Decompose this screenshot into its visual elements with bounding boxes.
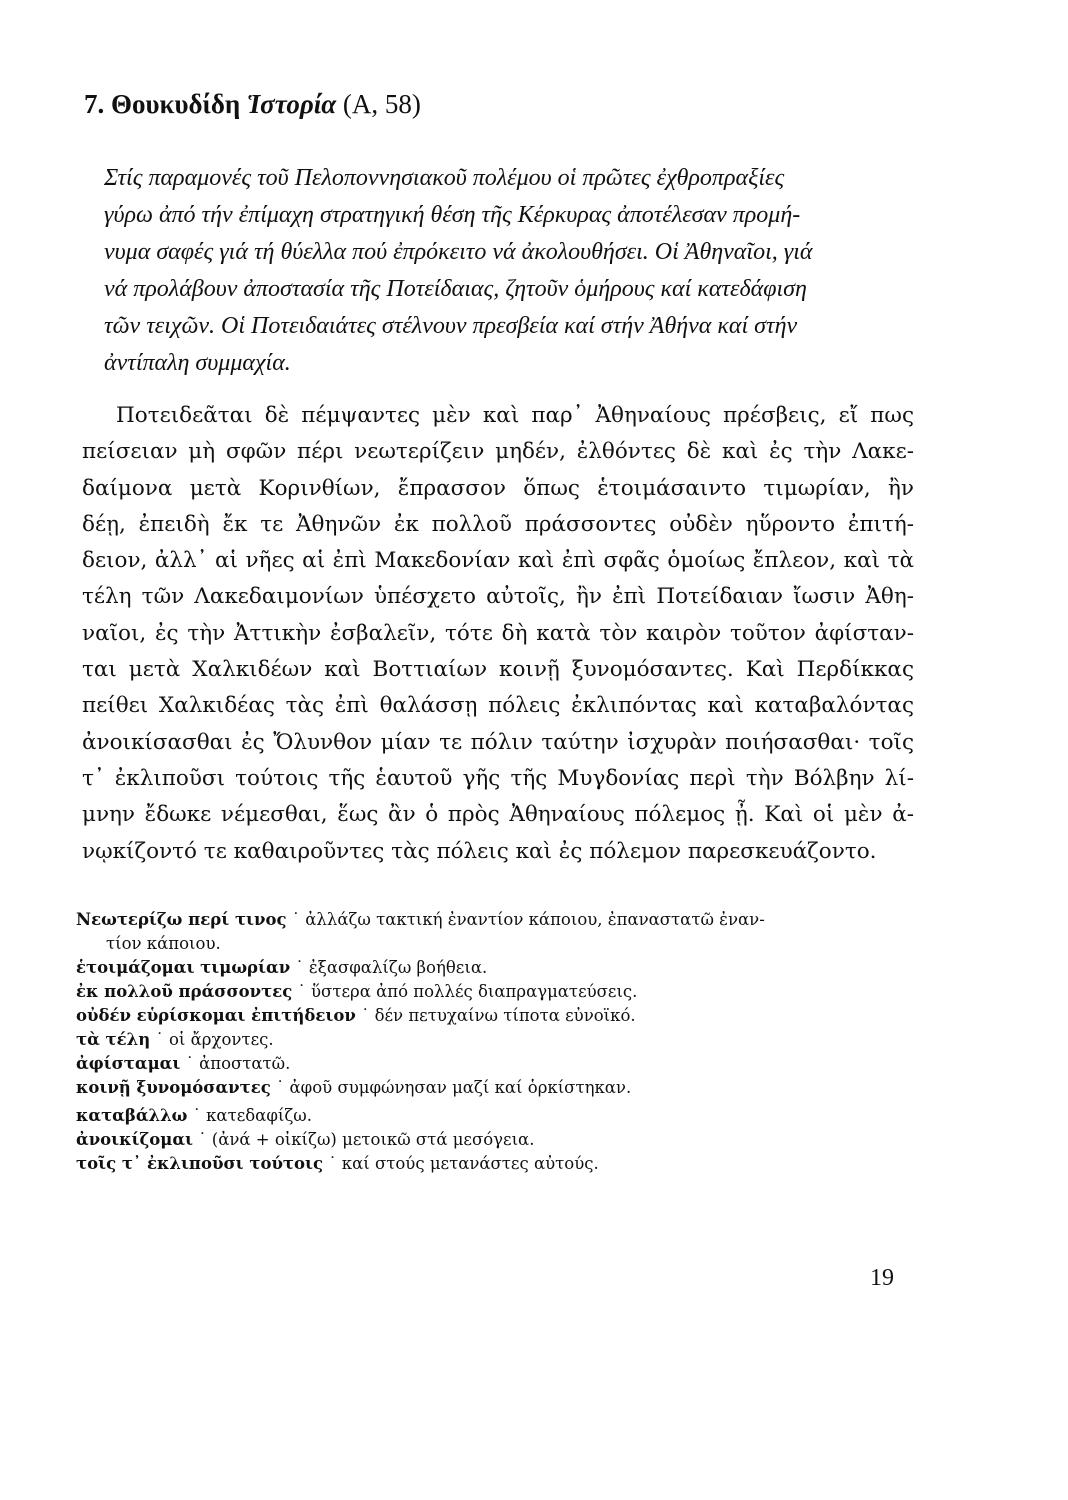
glossary-definition: ˙ ἐξασφαλίζω βοήθεια. (295, 958, 488, 977)
glossary-definition: ˙ ὕστερα ἀπό πολλές διαπραγματεύσεις. (297, 982, 638, 1001)
passage-line: δειον, ἀλλ᾽ αἱ νῆες αἱ ἐπὶ Μακεδονίαν καὶ ἐπὶ σφᾶς ὁμοίως ἔπλεον, καὶ τὰ (82, 548, 914, 574)
glossary-definition: ˙ ἀφοῦ συμφώνησαν μαζί καί ὁρκίστηκαν. (276, 1078, 632, 1097)
intro-line: νά προλάβουν ἀποστασία τῆς Ποτείδαιας, ζητοῦν ὁμήρους καί κατεδάφιση (104, 276, 807, 302)
ancient-greek-passage (82, 398, 914, 870)
glossary-entry (76, 1104, 926, 1128)
glossary-definition: ˙ καί στούς μετανάστες αὐτούς. (328, 1154, 599, 1173)
glossary-entry (76, 1004, 926, 1028)
glossary-definition: ˙ (ἀνά + οἰκίζω) μετοικῶ στά μεσόγεια. (198, 1130, 535, 1149)
glossary-entry (76, 1028, 926, 1052)
glossary-term: κοινῇ ξυνομόσαντες (76, 1078, 271, 1097)
passage-line: ται μετὰ Χαλκιδέων καὶ Βοττιαίων κοινῇ ξυνομόσαντες. Καὶ Περδίκκας (82, 657, 914, 683)
glossary-definition: ˙ κατεδαφίζω. (192, 1106, 312, 1125)
passage-line: πείσειαν μὴ σφῶν πέρι νεωτερίζειν μηδέν, ἐλθόντες δὲ καὶ ἐς τὴν Λακε- (82, 439, 914, 465)
intro-line: γύρω ἀπό τήν ἐπίμαχη στρατηγική θέση τῆς Κέρκυρας ἀποτέλεσαν προμή- (104, 202, 801, 228)
glossary-term: ἐκ πολλοῦ πράσσοντες (76, 982, 293, 1001)
glossary-entry (76, 1076, 926, 1100)
glossary-entry (76, 1128, 926, 1152)
passage-line: δέῃ, ἐπειδὴ ἔκ τε Ἀθηνῶν ἐκ πολλοῦ πράσσοντες οὐδὲν ηὕροντο ἐπιτή- (82, 511, 914, 537)
glossary-entry (76, 1152, 926, 1176)
glossary-entry (76, 980, 926, 1004)
intro-line: τῶν τειχῶν. Οἱ Ποτειδαιάτες στέλνουν πρεσβεία καί στήν Ἀθήνα καί στήν (104, 313, 798, 339)
passage-line: μνην ἔδωκε νέμεσθαι, ἕως ἂν ὁ πρὸς Ἀθηναίους πόλεμος ᾖ. Καὶ οἱ μὲν ἀ- (82, 802, 914, 828)
glossary-term: τοῖς τ᾽ ἐκλιποῦσι τούτοις (76, 1154, 324, 1173)
work-title: Ἱστορία (247, 89, 337, 119)
page-number: 19 (870, 1265, 894, 1291)
passage-line: τέλη τῶν Λακεδαιμονίων ὑπέσχετο αὐτοῖς, ἢν ἐπὶ Ποτείδαιαν ἴωσιν Ἀθη- (82, 584, 914, 610)
intro-line: νυμα σαφές γιά τή θύελλα πού ἐπρόκειτο νά ἀκολουθήσει. Οἱ Ἀθηναῖοι, γιά (104, 239, 813, 265)
passage-line: πείθει Χαλκιδέας τὰς ἐπὶ θαλάσσῃ πόλεις ἐκλιπόντας καὶ καταβαλόντας (82, 693, 914, 719)
passage-reference: (Α, 58) (342, 89, 421, 119)
passage-line: Ποτειδεᾶται δὲ πέμψαντες μὲν καὶ παρ᾽ Ἀθηναίους πρέσβεις, εἴ πως (116, 403, 914, 428)
glossary-definition: ˙ οἱ ἄρχοντες. (155, 1030, 274, 1049)
intro-line: ἀντίπαλη συμμαχία. (104, 350, 291, 376)
section-number: 7. (84, 89, 105, 119)
passage-line: ναῖοι, ἐς τὴν Ἀττικὴν ἐσβαλεῖν, τότε δὴ κατὰ τὸν καιρὸν τοῦτον ἀφίσταν- (82, 620, 914, 646)
glossary-entry (76, 956, 926, 980)
glossary-term: ἀνοικίζομαι (76, 1130, 194, 1149)
glossary-term: οὐδέν εὑρίσκομαι ἐπιτήδειον (76, 1006, 356, 1025)
glossary-definition: ˙ δέν πετυχαίνω τίποτα εὐνοϊκό. (361, 1006, 636, 1025)
glossary-definition-continued: τίον κάποιου. (106, 934, 221, 953)
glossary-definition: ˙ ἀλλάζω τακτική ἐναντίον κάποιου, ἐπαναστατῶ ἐναν- (291, 910, 765, 929)
passage-line: νῳκίζοντό τε καθαιροῦντες τὰς πόλεις καὶ ἐς πόλεμον παρεσκευάζοντο. (82, 838, 877, 864)
passage-line: τ᾽ ἐκλιποῦσι τούτοις τῆς ἑαυτοῦ γῆς τῆς Μυγδονίας περὶ τὴν Βόλβην λί- (82, 765, 914, 791)
glossary-entry (76, 1052, 926, 1076)
vocabulary-glossary (76, 908, 926, 1176)
glossary-term: Νεωτερίζω περί τινος (76, 910, 287, 929)
glossary-term: ἀφίσταμαι (76, 1054, 181, 1073)
glossary-term: τὰ τέλη (76, 1030, 151, 1049)
passage-line: δαίμονα μετὰ Κορινθίων, ἔπρασσον ὅπως ἑτοιμάσαιντο τιμωρίαν, ἢν (82, 475, 914, 501)
intro-line: Στίς παραμονές τοῦ Πελοποννησιακοῦ πολέμου οἱ πρῶτες ἐχθροπραξίες (104, 165, 785, 191)
passage-line: ἀνοικίσασθαι ἐς Ὄλυνθον μίαν τε πόλιν ταύτην ἰσχυρὰν ποιήσασθαι· τοῖς (82, 729, 914, 755)
glossary-definition: ˙ ἀποστατῶ. (185, 1054, 291, 1073)
author-name: Θουκυδίδη (111, 89, 241, 119)
section-heading (84, 88, 421, 120)
intro-paragraph (104, 160, 954, 382)
glossary-term: καταβάλλω (76, 1106, 188, 1125)
glossary-entry (76, 908, 926, 956)
glossary-term: ἑτοιμάζομαι τιμωρίαν (76, 958, 291, 977)
